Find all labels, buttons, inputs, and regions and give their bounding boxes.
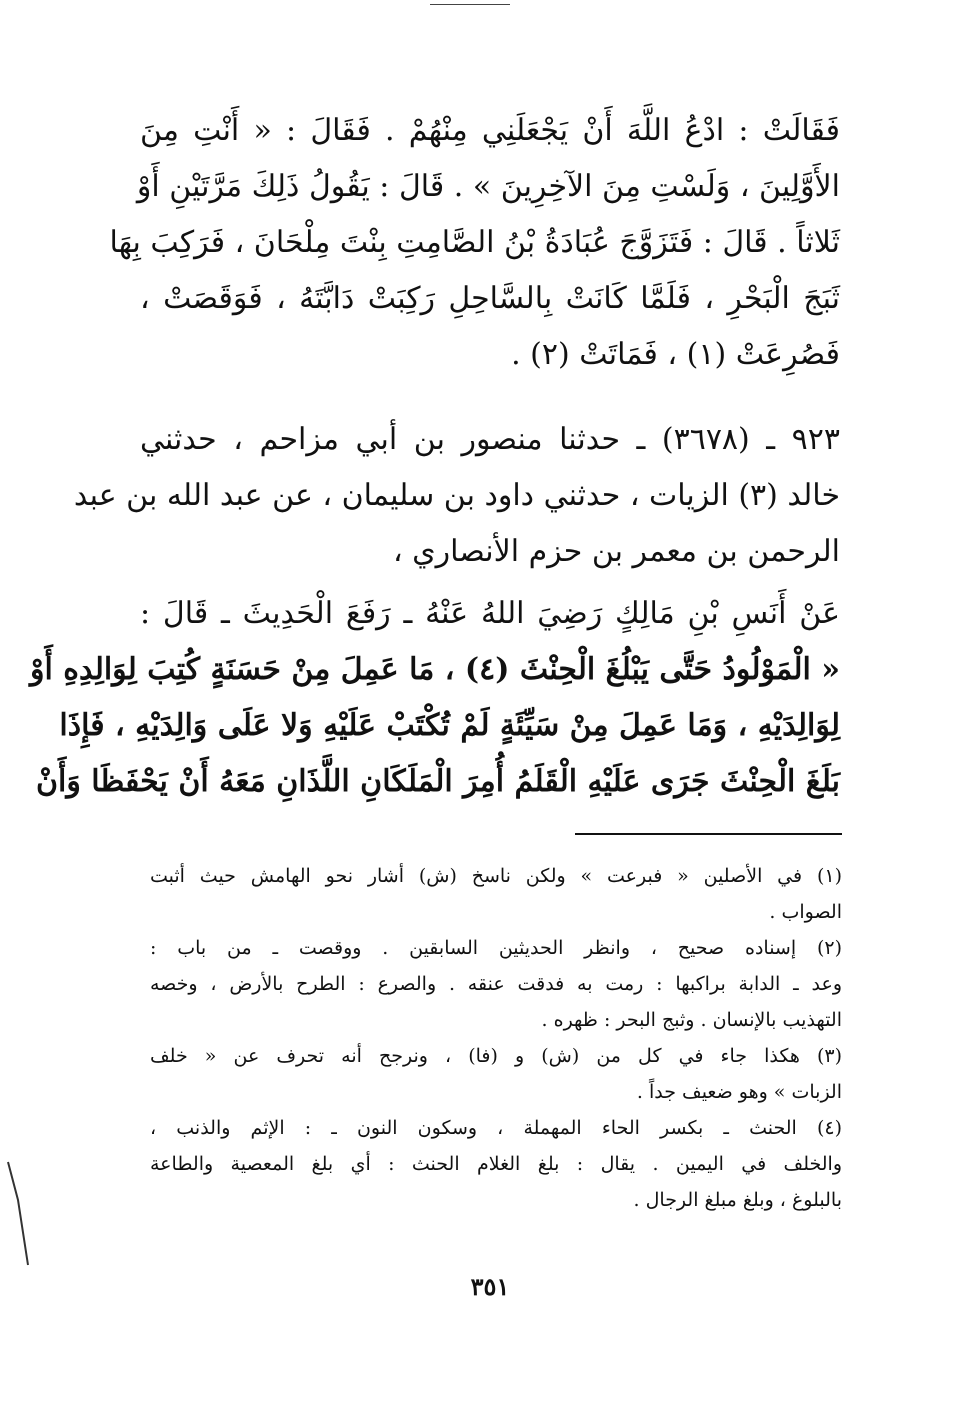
footnote-line: (٣) هكذا جاء في كل من (ش) و (فا) ، ونرجح أنه تحرف عن « خلف [150,1045,842,1067]
hadith-isnad [73,412,840,580]
text-line: الأَوَّلِينَ ، وَلَسْتِ مِنَ الآخِرِينَ » . قَالَ : يَقُولُ ذَلِكَ مَرَّتَيْنِ أَوْ [136,169,840,204]
footnote-line: (٤) الحنث ـ بكسر الحاء المهملة ، وسكون النون ـ : الإثم والذنب ، [150,1117,842,1139]
footnote-1 [150,858,842,930]
page-number: ٣٥١ [470,1272,510,1301]
footnotes [150,858,842,1218]
footnote-line: بالبلوغ ، وبلغ مبلغ الرجال . [633,1189,842,1211]
text-line: فَصُرِعَتْ (١) ، فَمَاتَتْ (٢) . [511,337,840,372]
footnote-4 [150,1110,842,1218]
text-line: لِوَالِدَيْهِ ، وَمَا عَمِلَ مِنْ سَيِّئَةٍ لَمْ تُكْتَبْ عَلَيْهِ وَلا عَلَى وَالِدَيْهِ ، فَإِذَا [59,708,840,743]
footnote-line: (٢) إسناده صحيح ، وانظر الحديثين السابقين . ووقصت ـ من باب : [150,937,842,959]
passage-continuation [109,103,840,383]
hadith-matn [29,586,840,810]
footnote-line: التهذيب بالإنسان . وثبج البحر : ظهره . [541,1009,842,1031]
footnote-separator [575,833,842,835]
text-line: ثَلاثاً . قَالَ : فَتَزَوَّجَ عُبَادَةُ بْنُ الصَّامِتِ بِنْتَ مِلْحَانَ ، فَرَكِبَ بِهَا [109,225,840,260]
footnote-3 [150,1038,842,1110]
text-line: ثَبَجَ الْبَحْرِ ، فَلَمَّا كَانَتْ بِالسَّاحِلِ رَكِبَتْ دَابَّتَهُ ، فَوَقَصَتْ ، [140,281,840,316]
text-line: الرحمن بن معمر بن حزم الأنصاري ، [392,534,840,569]
footnote-line: (١) في الأصلين « فبرعت » ولكن ناسخ (ش) أشار نحو الهامش حيث أثبت [150,865,842,887]
text-line: فَقَالَتْ : ادْعُ اللَّهَ أَنْ يَجْعَلَنِي مِنْهُمْ . فَقَالَ : « أَنْتِ مِنَ [140,113,840,148]
text-line: ٩٢٣ ـ (٣٦٧٨) ـ حدثنا منصور بن أبي مزاحم ، حدثني [140,422,840,457]
text-line: عَنْ أَنَسِ بْنِ مَالِكٍ رَضِيَ اللهُ عَنْهُ ـ رَفَعَ الْحَدِيثَ ـ قَالَ : [140,596,840,631]
top-edge-rule [430,4,510,5]
footnote-line: الزبات » وهو ضعيف جداً . [636,1081,842,1103]
text-line: خالد (٣) الزيات ، حدثني داود بن سليمان ، عن عبد الله بن عبد [73,478,840,513]
footnote-line: والخلف في اليمين . يقال : بلغ الغلام الحنث : أي بلغ المعصية والطاعة [150,1153,842,1175]
scan-edge-mark [0,1160,40,1270]
footnote-line: وعد ـ الدابة براكبها : رمت به فدقت عنقه . والصرع : الطرح بالأرض ، وخصه [150,973,842,995]
footnote-line: الصواب . [769,901,842,923]
footnote-2 [150,930,842,1038]
text-line: « الْمَوْلُودُ حَتَّى يَبْلُغَ الْحِنْثَ (٤) ، مَا عَمِلَ مِنْ حَسَنَةٍ كُتِبَ لِوَالِدِهِ أَوْ [29,652,840,687]
text-line: بَلَغَ الْحِنْثَ جَرَى عَلَيْهِ الْقَلَمُ أُمِرَ الْمَلَكَانِ اللَّذَانِ مَعَهُ أَنْ يَحْفَظَا وَأَنْ [35,764,840,799]
